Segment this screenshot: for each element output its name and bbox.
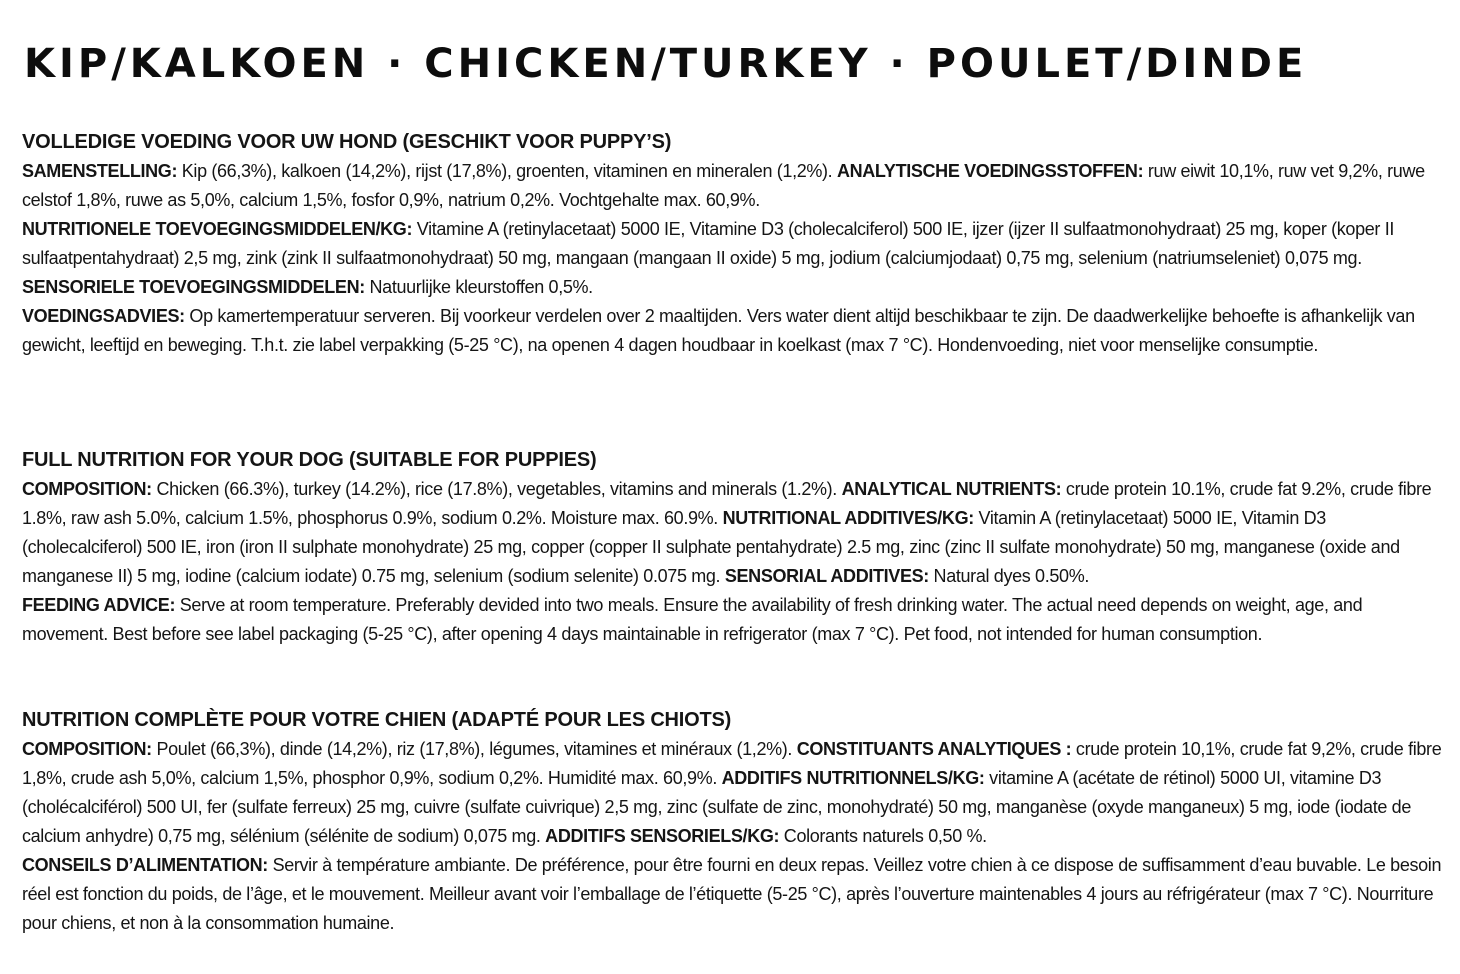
advice-text: Servir à température ambiante. De préférence, pour être fourni en deux repas. Veillez votre chien à ce dispose de suffisamment d’eau buvable. Le besoin réel est fonction du poids, de l’âge, et le mouvement. Meilleur avant voir l’emballage de l’étiquette (5-25 °C), après l’ouverture maintenables 4 jours au réfrigérateur (max 7 °C). Nourriture pour chiens, et non à la consommation humaine. xyxy=(22,855,1442,933)
sensory-text: Natuurlijke kleurstoffen 0,5%. xyxy=(364,277,593,297)
advice-text: Serve at room temperature. Preferably devided into two meals. Ensure the availability of fresh drinking water. The actual need depends on weight, age, and movement. Best before see label packaging (5-25 °C), after opening 4 days maintainable in refrigerator (max 7 °C). Pet food, not intended for human consumption. xyxy=(22,595,1363,644)
page-title: KIP/KALKOEN · CHICKEN/TURKEY · POULET/DINDE xyxy=(24,41,1308,87)
advice-paragraph-french xyxy=(22,851,1442,938)
composition-paragraph-english xyxy=(22,475,1442,591)
section-heading-french: NUTRITION COMPLÈTE POUR VOTRE CHIEN (ADAPTÉ POUR LES CHIOTS) xyxy=(22,709,732,731)
sensory-text: Colorants naturels 0,50 %. xyxy=(779,826,987,846)
sensory-label: SENSORIAL ADDITIVES: xyxy=(724,566,929,586)
additives-label: NUTRITIONAL ADDITIVES/KG: xyxy=(722,508,974,528)
advice-label: FEEDING ADVICE: xyxy=(22,595,176,615)
additives-label: NUTRITIONELE TOEVOEGINGSMIDDELEN/KG: xyxy=(22,219,413,239)
sensory-label: ADDITIFS SENSORIELS/KG: xyxy=(545,826,780,846)
additives-label: ADDITIFS NUTRITIONNELS/KG: xyxy=(721,768,985,788)
composition-paragraph-dutch xyxy=(22,157,1442,215)
composition-label: COMPOSITION: xyxy=(22,739,152,759)
advice-paragraph-english xyxy=(22,591,1442,649)
additives-text: Vitamine A (retinylacetaat) 5000 IE, Vitamine D3 (cholecalciferol) 500 IE, ijzer (ijzer II sulfaatmonohydraat) 25 mg, koper (koper II sulfaatpentahydraat) 2,5 mg, zink (zink II sulfaatmonohydraat) 50 mg, mangaan (mangaan II oxide) 5 mg, jodium (calciumjodaat) 0,75 mg, selenium (natriumseleniet) 0,075 mg. xyxy=(22,219,1395,268)
composition-label: SAMENSTELLING: xyxy=(22,161,178,181)
additives-paragraph-dutch xyxy=(22,215,1442,273)
analytical-label: CONSTITUANTS ANALYTIQUES : xyxy=(796,739,1072,759)
advice-text: Op kamertemperatuur serveren. Bij voorkeur verdelen over 2 maaltijden. Vers water dient altijd beschikbaar te zijn. De daadwerkelijke behoefte is afhankelijk van gewicht, leeftijd en beweging. T.h.t. zie label verpakking (5-25 °C), na openen 4 dagen houdbaar in koelkast (max 7 °C). Hondenvoeding, niet voor menselijke consumptie. xyxy=(22,306,1415,355)
analytical-text: ruw eiwit 10,1%, ruw vet 9,2%, ruwe celstof 1,8%, ruwe as 5,0%, calcium 1,5%, fosfor 0,9%, natrium 0,2%. Vochtgehalte max. 60,9%. xyxy=(22,161,1425,210)
section-english xyxy=(22,446,1442,649)
analytical-label: ANALYTICAL NUTRIENTS: xyxy=(841,479,1062,499)
sensory-paragraph-dutch xyxy=(22,273,1442,302)
section-french xyxy=(22,706,1442,938)
composition-text: Kip (66,3%), kalkoen (14,2%), rijst (17,8%), groenten, vitaminen en mineralen (1,2%). xyxy=(177,161,837,181)
section-heading-dutch: VOLLEDIGE VOEDING VOOR UW HOND (GESCHIKT VOOR PUPPY’S) xyxy=(22,131,672,153)
composition-label: COMPOSITION: xyxy=(22,479,152,499)
additives-text: vitamine A (acétate de rétinol) 5000 UI, vitamine D3 (cholécalciférol) 500 UI, fer (sulfate ferreux) 25 mg, cuivre (sulfate cuivrique) 2,5 mg, zinc (sulfate de zinc, monohydraté) 50 mg, manganèse (oxyde manganeux) 5 mg, iode (iodate de calcium anhydre) 0,75 mg, sélénium (sélénite de sodium) 0,075 mg. xyxy=(22,768,1412,846)
section-dutch xyxy=(22,128,1442,360)
analytical-text: crude protein 10.1%, crude fat 9.2%, crude fibre 1.8%, raw ash 5.0%, calcium 1.5%, phosphorus 0.9%, sodium 0.2%. Moisture max. 60.9%. xyxy=(22,479,1432,528)
sensory-label: SENSORIELE TOEVOEGINGSMIDDELEN: xyxy=(22,277,365,297)
analytical-text: crude protein 10,1%, crude fat 9,2%, crude fibre 1,8%, crude ash 5,0%, calcium 1,5%, phosphor 0,9%, sodium 0,2%. Humidité max. 60,9%. xyxy=(22,739,1442,788)
composition-text: Chicken (66.3%), turkey (14.2%), rice (17.8%), vegetables, vitamins and minerals (1.2%). xyxy=(151,479,842,499)
section-heading-english: FULL NUTRITION FOR YOUR DOG (SUITABLE FOR PUPPIES) xyxy=(22,449,597,471)
additives-text: Vitamin A (retinylacetaat) 5000 IE, Vitamin D3 (cholecalciferol) 500 IE, iron (iron II sulphate monohydrate) 25 mg, copper (copper II sulphate pentahydrate) 2.5 mg, zinc (zinc II sulfate monohydrate) 50 mg, manganese (oxide and manganese II) 5 mg, iodine (calcium iodate) 0.75 mg, selenium (sodium selenite) 0.075 mg. xyxy=(22,508,1400,586)
advice-label: VOEDINGSADVIES: xyxy=(22,306,185,326)
advice-label: CONSEILS D’ALIMENTATION: xyxy=(22,855,268,875)
composition-text: Poulet (66,3%), dinde (14,2%), riz (17,8%), légumes, vitamines et minéraux (1,2%). xyxy=(151,739,797,759)
sensory-text: Natural dyes 0.50%. xyxy=(928,566,1089,586)
analytical-label: ANALYTISCHE VOEDINGSSTOFFEN: xyxy=(836,161,1144,181)
composition-paragraph-french xyxy=(22,735,1442,851)
advice-paragraph-dutch xyxy=(22,302,1442,360)
